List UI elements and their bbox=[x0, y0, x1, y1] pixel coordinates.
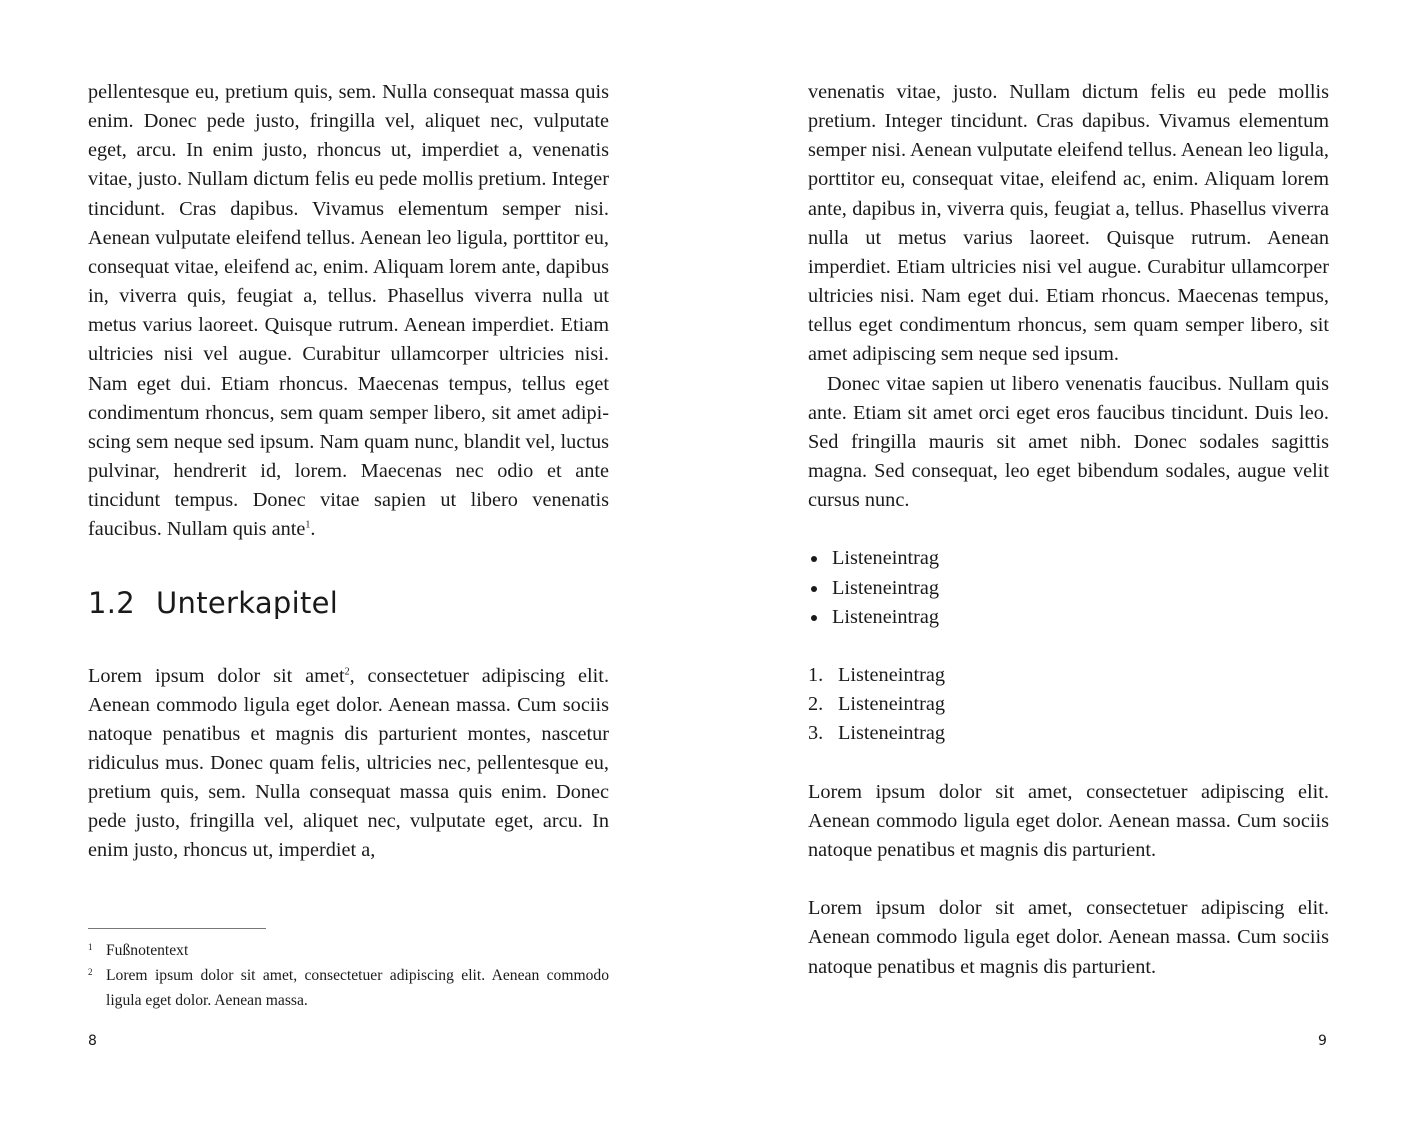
paragraph-end: . bbox=[310, 518, 316, 541]
footnotes-area bbox=[88, 928, 609, 1013]
page-number: 8 bbox=[88, 1033, 97, 1049]
footnote-mark: 1 bbox=[88, 942, 93, 952]
footnote-text: Lorem ipsum dolor sit amet, consectetuer adipiscing elit. Aenean commodo ligula eget dolor. Aenean massa. bbox=[106, 967, 609, 1009]
body-paragraph: Lorem ipsum dolor sit amet, consectetuer adipiscing elit. Aenean commodo ligula eget dolor. Aenean massa. Cum sociis natoque penatibus et magnis dis parturient. bbox=[808, 780, 1329, 862]
body-paragraph bbox=[88, 662, 609, 866]
paragraph-text: , consectetuer adipiscing elit. Aenean commodo ligula eget dolor. Aenean massa. Cum sociis natoque penatibus et magnis dis parturient montes, nascetur ridiculus mus. Donec quam felis, ultricies nec, pellentesque eu, pretium quis, sem. Nulla consequat massa quis enim. Donec pede justo, fringilla vel, aliquet nec, vulputate eget, arcu. In enim justo, rhoncus ut, imperdiet a, bbox=[88, 664, 610, 862]
list-item bbox=[808, 544, 1329, 573]
paragraph-text: Lorem ipsum dolor sit amet bbox=[88, 664, 345, 687]
section-number: 1.2 bbox=[88, 586, 136, 620]
body-paragraph: Lorem ipsum dolor sit amet, consectetuer adipiscing elit. Aenean commodo ligula eget dolor. Aenean massa. Cum sociis natoque penatibus et magnis dis parturient. bbox=[808, 897, 1329, 978]
list-item-text: Listeneintrag bbox=[838, 664, 946, 687]
footnote bbox=[88, 963, 609, 1013]
list-item bbox=[808, 603, 1329, 632]
spacer bbox=[808, 749, 1329, 778]
list-item-text: Listeneintrag bbox=[838, 722, 946, 745]
paragraph-text: pellentesque eu, pretium quis, sem. Nulla consequat massa quis enim. Donec pede justo, fringilla vel, aliquet nec, vulputate eget, arcu. In enim justo, rhoncus ut, imperdiet a, venenatis vitae, justo. Nullam dictum felis eu pede mollis pretium. Integer tincidunt. Cras dapibus. Vivamus elementum semper nisi. Aenean vulputate eleifend tellus. Aenean leo ligula, porttitor eu, consequat vitae, eleifend ac, enim. Aliquam lorem ante, dapibus in, viverra quis, feugiat a, tellus. Phasellus viverra nulla ut metus varius laoreet. Quisque rutrum. Aenean imperdiet. Etiam ultricies nisi vel augue. Curabitur ullamcorper ultricies nisi. Nam eget dui. Etiam rhoncus. Maecenas tempus, tellus eget condimentum rhoncus, sem quam semper libero, sit amet adipiscing sem neque sed ipsum. Nam quam nunc, blandit vel, luctus pulvinar, hendrerit id, lorem. Maecenas nec odio et ante tincidunt tempus. Donec vitae sapien ut libero venenatis faucibus. Nullam quis ante bbox=[88, 81, 609, 541]
list-number: 1. bbox=[808, 664, 824, 687]
list-item-text: Listeneintrag bbox=[832, 547, 940, 570]
footnote-mark: 2 bbox=[88, 967, 93, 977]
list-number: 2. bbox=[808, 693, 824, 716]
bullet-icon bbox=[811, 556, 817, 562]
list-item bbox=[808, 661, 1329, 690]
list-number: 3. bbox=[808, 722, 824, 745]
bullet-icon bbox=[811, 615, 817, 621]
list-item-text: Listeneintrag bbox=[832, 605, 940, 628]
page-number: 9 bbox=[1318, 1033, 1327, 1049]
list-item bbox=[808, 574, 1329, 603]
section-heading bbox=[88, 545, 609, 662]
spacer bbox=[808, 865, 1329, 894]
spacer bbox=[808, 515, 1329, 544]
spacer bbox=[808, 632, 1329, 661]
list-item bbox=[808, 690, 1329, 719]
footnote-rule bbox=[88, 928, 266, 929]
list-item bbox=[808, 719, 1329, 748]
footnote-reference[interactable]: 2 bbox=[344, 666, 350, 677]
list-item-text: Listeneintrag bbox=[832, 576, 940, 599]
numbered-list bbox=[808, 661, 1329, 748]
right-page bbox=[808, 78, 1329, 1058]
left-page bbox=[88, 78, 609, 1058]
body-paragraph bbox=[88, 78, 609, 545]
footnote-text: Fußnotentext bbox=[106, 942, 189, 959]
bullet-icon bbox=[811, 586, 817, 592]
list-item-text: Listeneintrag bbox=[838, 693, 946, 716]
footnote-reference[interactable]: 1 bbox=[305, 519, 311, 531]
bullet-list bbox=[808, 544, 1329, 631]
section-title: Unterkapitel bbox=[156, 586, 339, 620]
body-paragraph: Donec vitae sapien ut libero venenatis faucibus. Nullam quis ante. Etiam sit amet orci eget eros faucibus tincidunt. Duis leo. Sed fringilla mauris sit amet nibh. Donec sodales sagittis magna. Sed consequat, leo eget bibendum sodales, augue velit cursus nunc. bbox=[808, 372, 1329, 512]
body-paragraph: venenatis vitae, justo. Nullam dictum felis eu pede mollis pretium. Integer tincidunt. Cras dapibus. Vivamus elementum semper nisi. Aenean vulputate eleifend tellus. Aenean leo ligula, porttitor eu, consequat vitae, eleifend ac, enim. Aliquam lorem ante, dapibus in, viverra quis, feugiat a, tellus. Phasellus viverra nulla ut metus varius laoreet. Quisque rutrum. Aenean imperdiet. Etiam ultricies nisi vel augue. Curabitur ullamcorper ultricies nisi. Nam eget dui. Etiam rhoncus. Maecenas tempus, tellus eget condimentum rhoncus, sem quam semper libero, sit amet adipiscing sem neque sed ipsum. bbox=[808, 81, 1329, 366]
footnote bbox=[88, 938, 609, 963]
